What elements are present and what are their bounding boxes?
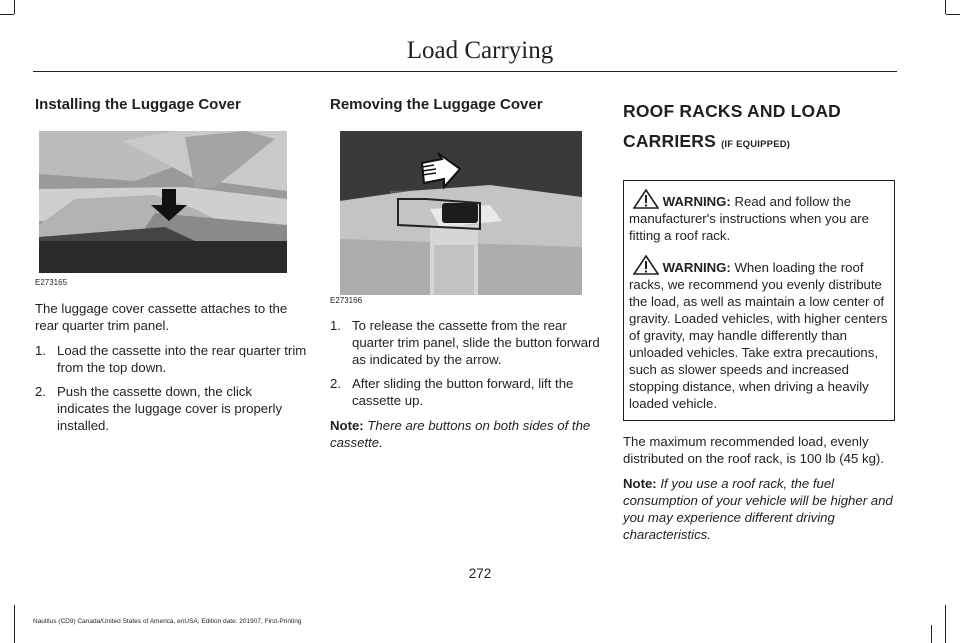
step-number: 1.	[35, 343, 46, 358]
title-rule	[33, 71, 897, 72]
warning-label: WARNING:	[662, 260, 731, 275]
page-number: 272	[468, 566, 492, 581]
step-text: Load the cassette into the rear quarter trim from the top down.	[57, 343, 307, 375]
warning-triangle-icon	[633, 189, 659, 209]
crop-mark-bottom-right	[945, 605, 946, 643]
crop-mark-bottom-right-inner	[931, 625, 932, 643]
figure-code: E273165	[35, 278, 68, 287]
installing-figure	[35, 129, 307, 287]
heading-suffix: (IF EQUIPPED)	[721, 139, 791, 150]
list-item	[35, 383, 307, 434]
note-text: If you use a roof rack, the fuel consumption of your vehicle will be higher and you may experience different driving characteristics.	[623, 476, 893, 542]
roof-rack-note	[623, 475, 895, 543]
warning-box	[623, 180, 895, 421]
warning-text: Read and follow the manufacturer's instructions when you are fitting a roof rack.	[629, 194, 870, 243]
installing-illustration	[35, 129, 291, 277]
note-label: Note:	[623, 476, 657, 491]
warning-label: WARNING:	[662, 194, 731, 209]
crop-mark-bottom-left	[14, 605, 15, 643]
installing-heading: Installing the Luggage Cover	[35, 96, 241, 113]
list-item	[330, 375, 602, 409]
crop-mark-top-left	[0, 14, 14, 15]
removing-steps	[330, 317, 602, 409]
installing-intro: The luggage cover cassette attaches to the rear quarter trim panel.	[35, 301, 288, 333]
installing-steps	[35, 342, 307, 434]
removing-illustration	[330, 129, 586, 295]
step-text: To release the cassette from the rear quarter trim panel, slide the button forward as indicated by the arrow.	[352, 318, 600, 367]
note-label: Note:	[330, 418, 364, 433]
removing-heading: Removing the Luggage Cover	[330, 96, 543, 113]
footer-text: Nautilus (CD9) Canada/United States of America, enUSA, Edition date: 201907, First-Printing	[33, 618, 302, 625]
step-number: 1.	[330, 318, 341, 333]
removing-note	[330, 417, 602, 451]
list-item	[330, 317, 602, 368]
left-column	[35, 96, 307, 434]
step-text: After sliding the button forward, lift the cassette up.	[352, 376, 574, 408]
step-number: 2.	[35, 384, 46, 399]
step-number: 2.	[330, 376, 341, 391]
crop-mark-top-left-v	[14, 0, 15, 14]
warning-text: When loading the roof racks, we recommend you evenly distribute the load, as well as maintain a low center of gravity. Loaded vehicles, with higher centers of gravity, may handle differently than unloaded vehicles. Take extra precautions, such as slower speeds and increased stopping distance, when driving a heavily loaded vehicle.	[629, 260, 888, 411]
max-load-text: The maximum recommended load, evenly distributed on the roof rack, is 100 lb (45 kg).	[623, 434, 884, 466]
page-title: Load Carrying	[406, 37, 554, 64]
note-text: There are buttons on both sides of the cassette.	[330, 418, 591, 450]
middle-column	[330, 96, 602, 451]
removing-figure	[330, 129, 602, 305]
list-item	[35, 342, 307, 376]
crop-mark-top-right	[946, 14, 960, 15]
figure-code: E273166	[330, 296, 363, 305]
heading-line-2: CARRIERS	[623, 131, 716, 151]
warning-2	[629, 255, 889, 412]
warning-triangle-icon	[633, 255, 659, 275]
heading-line-1: ROOF RACKS AND LOAD	[623, 101, 842, 121]
warning-1	[629, 189, 889, 244]
crop-mark-top-right-v	[945, 0, 946, 14]
step-text: Push the cassette down, the click indicates the luggage cover is properly installed.	[57, 384, 283, 433]
roof-racks-heading	[623, 98, 895, 158]
right-column	[623, 96, 895, 543]
